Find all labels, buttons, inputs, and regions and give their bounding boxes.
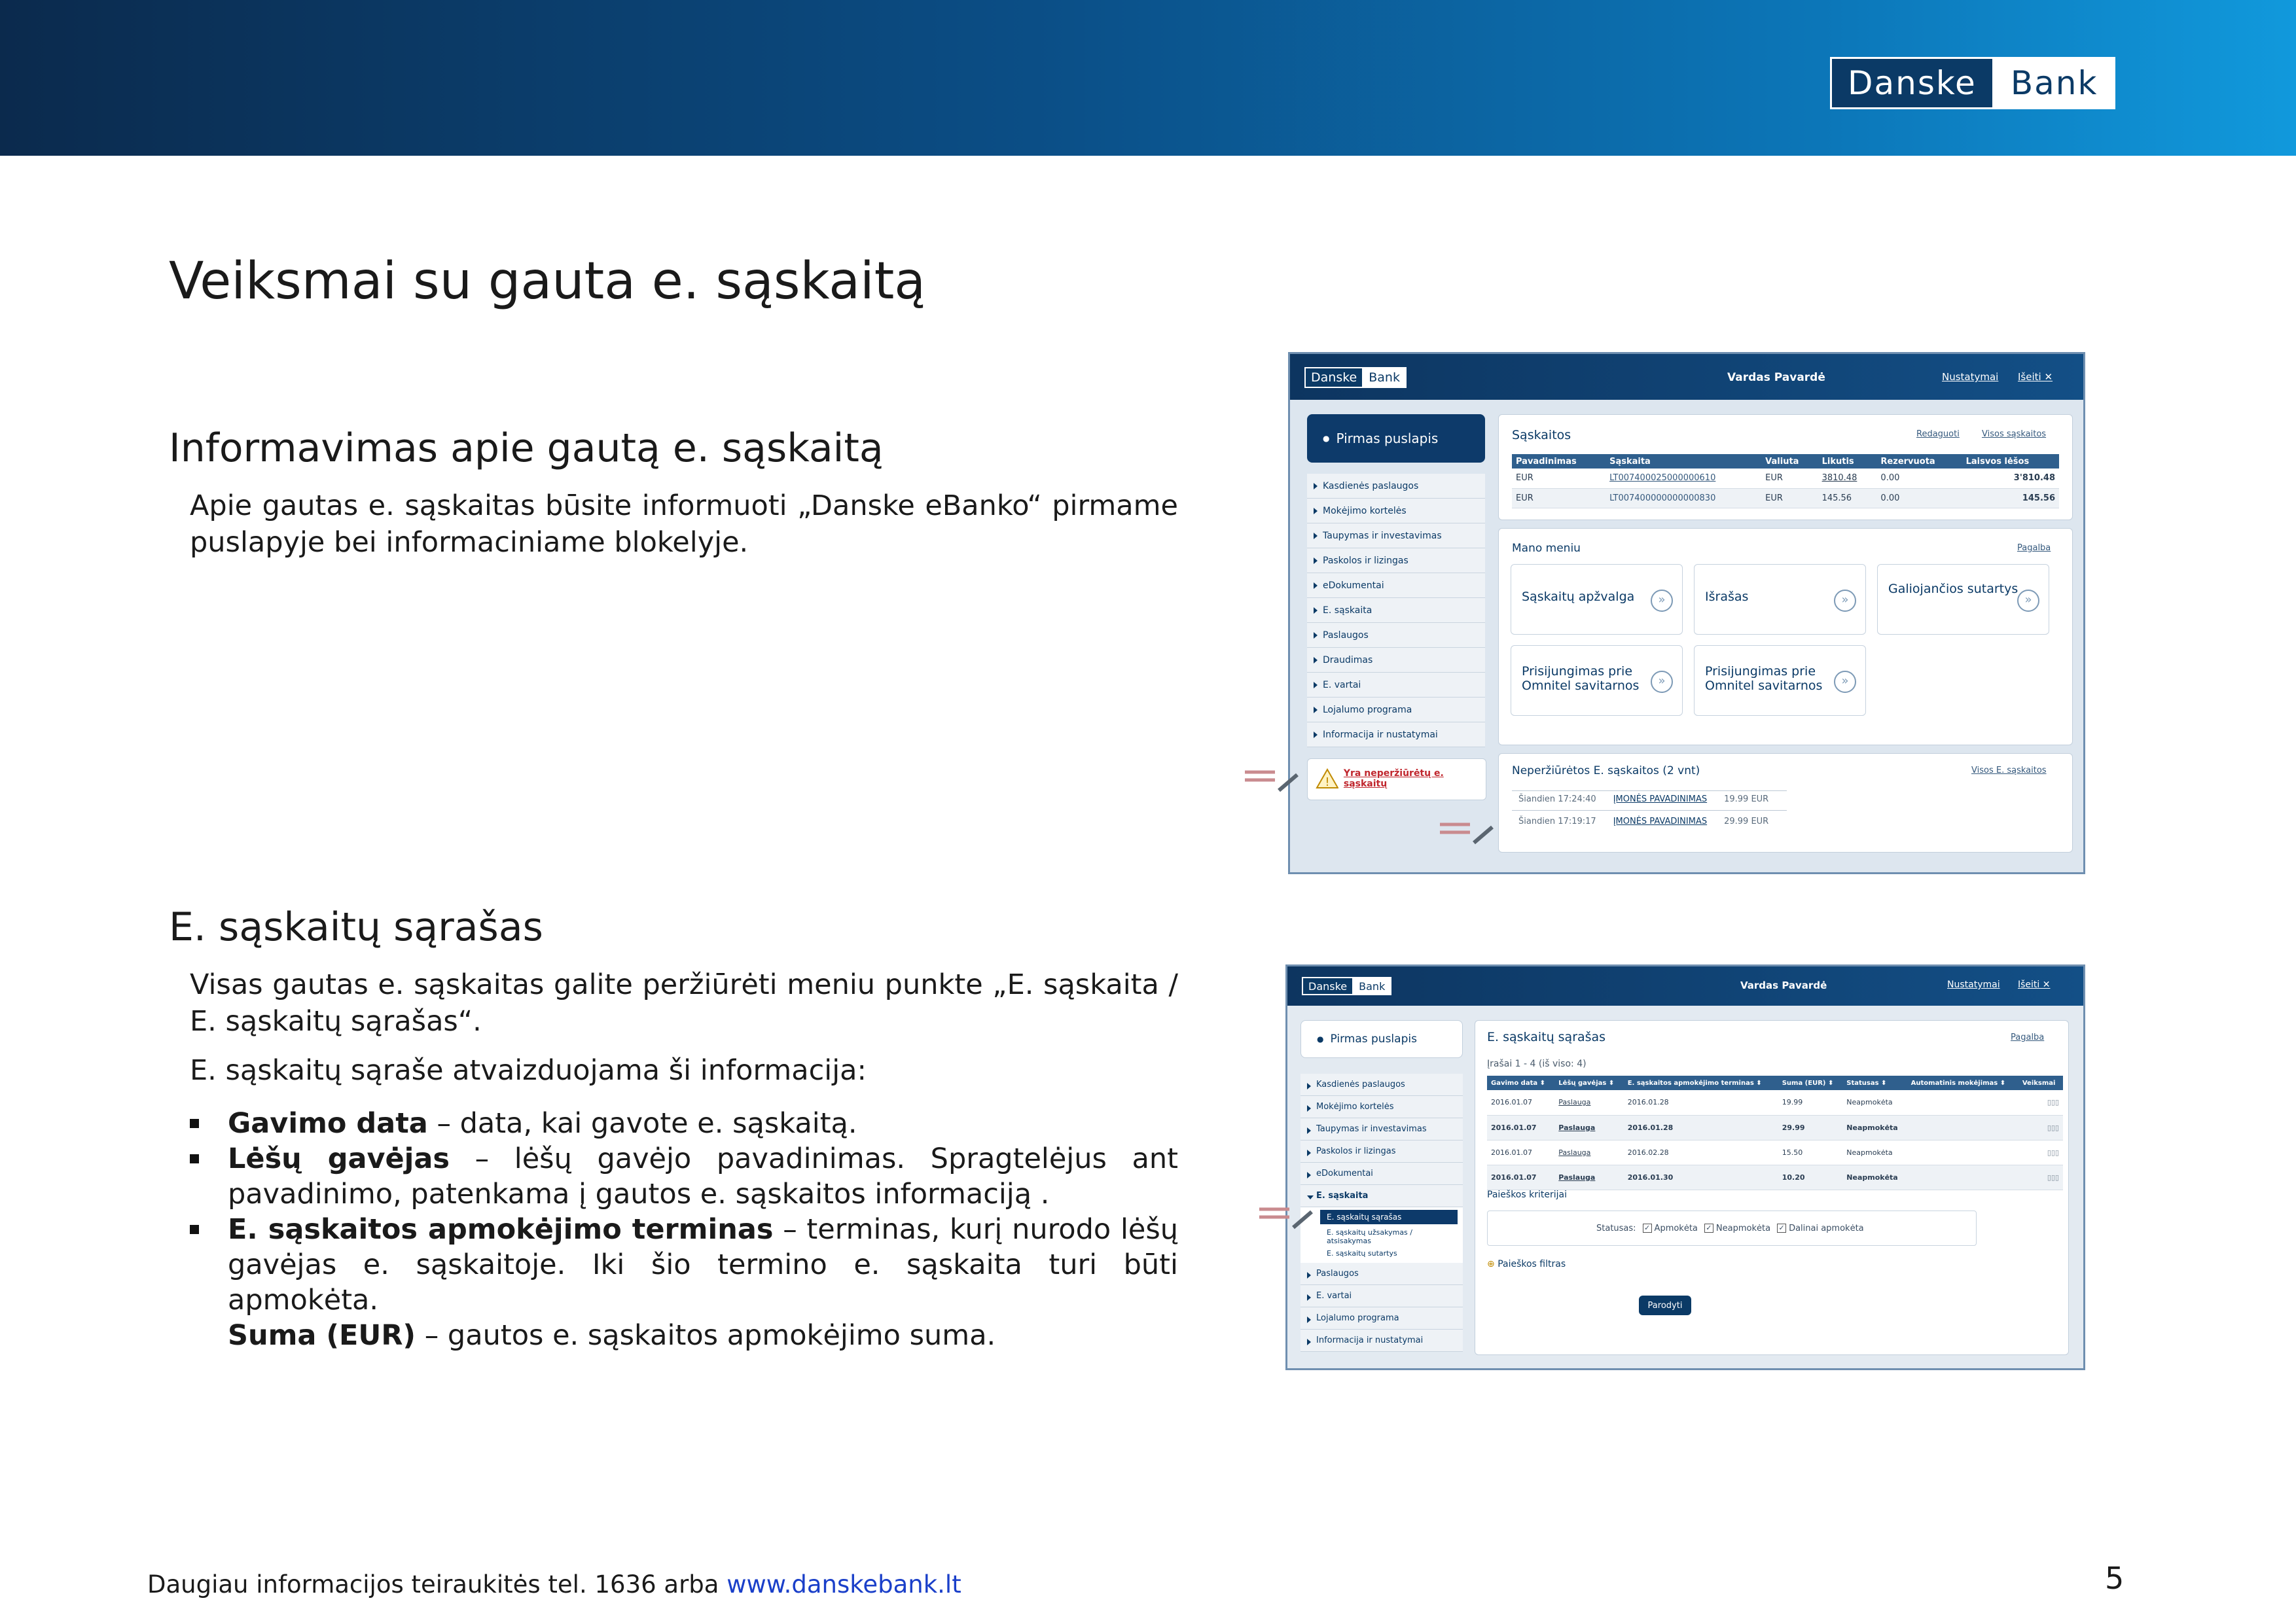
- my-menu-title: Mano meniu: [1512, 542, 1581, 555]
- menu-tile[interactable]: Išrašas »: [1694, 564, 1866, 635]
- section1-heading: Informavimas apie gautą e. sąskaitą: [169, 425, 884, 471]
- menu-item[interactable]: Draudimas: [1307, 648, 1485, 673]
- menu-item[interactable]: eDokumentai: [1307, 573, 1485, 598]
- menu-item[interactable]: Lojalumo programa: [1300, 1307, 1463, 1330]
- menu-item[interactable]: Lojalumo programa: [1307, 698, 1485, 722]
- menu-item[interactable]: eDokumentai: [1300, 1163, 1463, 1185]
- table-row: EUR LT007400025000000610 EUR 3810.48 0.00 3'810.48: [1512, 469, 2059, 488]
- warning-box: [1307, 758, 1486, 800]
- menu-tile[interactable]: Prisijungimas prie Omnitel savitarnos »: [1694, 645, 1866, 716]
- settings-link[interactable]: Nustatymai: [1942, 371, 1999, 383]
- help-link[interactable]: Pagalba: [2011, 1033, 2045, 1042]
- help-link[interactable]: Pagalba: [2017, 543, 2051, 553]
- chevron-right-icon: »: [1651, 671, 1673, 693]
- document-actions-icon[interactable]: ▯▯▯: [2018, 1115, 2063, 1140]
- user-name: Vardas Pavardė: [1740, 980, 1827, 991]
- menu-item[interactable]: Taupymas ir investavimas: [1307, 523, 1485, 548]
- section2-text2: E. sąskaitų sąraše atvaizduojama ši informacija:: [190, 1054, 867, 1087]
- sidebar-menu: [1307, 474, 1485, 747]
- settings-link[interactable]: Nustatymai: [1947, 980, 2000, 990]
- home-button[interactable]: ● Pirmas puslapis: [1307, 414, 1485, 463]
- section2-heading: E. sąskaitų sąrašas: [169, 904, 543, 950]
- pointer-marker-icon: [1242, 766, 1301, 798]
- unviewed-invoices-panel: [1498, 753, 2073, 853]
- home-button[interactable]: ● Pirmas puslapis: [1300, 1020, 1463, 1058]
- document-actions-icon[interactable]: ▯▯▯: [2018, 1090, 2063, 1115]
- unviewed-invoices-link[interactable]: Yra neperžiūrėtų e. sąskaitų: [1343, 768, 1444, 789]
- list-item: Šiandien 17:24:40 ĮMONĖS PAVADINIMAS 19.99 EUR: [1518, 794, 1769, 804]
- menu-item[interactable]: Paslaugos: [1300, 1263, 1463, 1285]
- chevron-right-icon: »: [1834, 671, 1856, 693]
- all-invoices-link[interactable]: Visos E. sąskaitos: [1971, 766, 2047, 775]
- sidebar-menu: [1300, 1074, 1463, 1352]
- menu-item[interactable]: Paskolos ir lizingas: [1300, 1140, 1463, 1163]
- menu-item-einvoice[interactable]: E. sąskaita: [1300, 1185, 1463, 1207]
- pointer-marker-icon: [1257, 1203, 1316, 1235]
- menu-item[interactable]: Informacija ir nustatymai: [1300, 1330, 1463, 1352]
- svg-text:!: !: [1325, 775, 1330, 789]
- menu-item[interactable]: E. vartai: [1307, 673, 1485, 698]
- menu-item[interactable]: Paslaugos: [1307, 623, 1485, 648]
- submenu-item[interactable]: E. sąskaitų sutartys: [1300, 1247, 1463, 1263]
- payee-link[interactable]: Paslauga: [1554, 1090, 1623, 1115]
- chevron-right-icon: »: [1651, 590, 1673, 612]
- menu-tile[interactable]: Prisijungimas prie Omnitel savitarnos »: [1511, 645, 1683, 716]
- table-row: 2016.01.07 Paslauga 2016.01.28 29.99 Neapmokėta ▯▯▯: [1487, 1115, 2063, 1140]
- document-actions-icon[interactable]: ▯▯▯: [2018, 1165, 2063, 1190]
- info-bullet-list: [190, 1106, 1178, 1353]
- accounts-title: Sąskaitos: [1512, 428, 1571, 442]
- user-name: Vardas Pavardė: [1727, 371, 1825, 384]
- chevron-right-icon: »: [1834, 590, 1856, 612]
- section1-text: Apie gautas e. sąskaitas būsite informuoti „Danske eBanko“ pirmame puslapyje bei informaciniame blokelyje.: [190, 489, 1178, 559]
- table-row: 2016.01.07 Paslauga 2016.01.28 19.99 Neapmokėta ▯▯▯: [1487, 1090, 2063, 1115]
- list-item: Šiandien 17:19:17 ĮMONĖS PAVADINIMAS 29.99 EUR: [1518, 817, 1769, 826]
- records-count: Įrašai 1 - 4 (iš viso: 4): [1487, 1059, 1587, 1069]
- menu-item[interactable]: Informacija ir nustatymai: [1307, 722, 1485, 747]
- bullet-item: Gavimo data – data, kai gavote e. sąskaitą.: [190, 1106, 1178, 1141]
- status-filter: Statusas: ✓ Apmokėta ✓ Neapmokėta ✓ Dalinai apmokėta: [1487, 1211, 1977, 1246]
- page-number: 5: [2105, 1561, 2125, 1596]
- einvoice-list-panel: [1475, 1020, 2069, 1355]
- ebank-logo: Danske Bank: [1302, 977, 1391, 995]
- menu-item[interactable]: Kasdienės paslaugos: [1300, 1074, 1463, 1096]
- bullet-item: Lėšų gavėjas – lėšų gavėjo pavadinimas. Spragtelėjus ant pavadinimo, patenkama į gautos e. sąskaitos informaciją .: [190, 1141, 1178, 1212]
- table-row: EUR LT007400000000000830 EUR 145.56 0.00 145.56: [1512, 488, 2059, 508]
- ebank-home-screenshot: [1288, 352, 2085, 874]
- logout-link[interactable]: Išeiti ✕: [2018, 371, 2053, 383]
- submenu-item-active[interactable]: E. sąskaitų sąrašas: [1300, 1207, 1463, 1226]
- my-menu-panel: [1498, 528, 2073, 745]
- menu-tile[interactable]: Sąskaitų apžvalga »: [1511, 564, 1683, 635]
- menu-item[interactable]: Mokėjimo kortelės: [1300, 1096, 1463, 1118]
- checkbox[interactable]: ✓: [1777, 1224, 1786, 1233]
- ebank-logo: Danske Bank: [1304, 367, 1407, 388]
- show-button[interactable]: Parodyti: [1639, 1296, 1691, 1315]
- list-title: E. sąskaitų sąrašas: [1487, 1030, 1606, 1044]
- warning-icon: [1316, 768, 1338, 789]
- unviewed-title: Neperžiūrėtos E. sąskaitos (2 vnt): [1512, 764, 1700, 777]
- accounts-panel: [1498, 414, 2073, 520]
- criteria-title: Paieškos kriterijai: [1487, 1190, 1567, 1200]
- pointer-marker-icon: [1437, 818, 1496, 851]
- payee-link[interactable]: Paslauga: [1554, 1140, 1623, 1165]
- danske-bank-logo: Danske Bank: [1830, 57, 2115, 109]
- menu-item[interactable]: Paskolos ir lizingas: [1307, 548, 1485, 573]
- logout-link[interactable]: Išeiti ✕: [2018, 980, 2051, 990]
- payee-link[interactable]: Paslauga: [1554, 1165, 1623, 1190]
- edit-link[interactable]: Redaguoti: [1916, 429, 1960, 439]
- einvoice-list-screenshot: [1285, 964, 2085, 1370]
- all-accounts-link[interactable]: Visos sąskaitos: [1982, 429, 2047, 439]
- filter-toggle[interactable]: ⊕ Paieškos filtras: [1487, 1259, 1566, 1269]
- page-title: Veiksmai su gauta e. sąskaitą: [169, 252, 926, 311]
- einvoice-table: Gavimo data ⬍ Lėšų gavėjas ⬍ E. sąskaitos apmokėjimo terminas ⬍ Suma (EUR) ⬍ Statusas ⬍ Automatinis mokėjimas ⬍ Veiksmai 2016.01.07 Paslauga 2016.01.28 19.99 Neapmokėta ▯▯▯ 2016.01.07 Paslauga 2016.01.28 29.99 Neapmokėta ▯▯▯ 2016.01.07 Paslauga 2016.02.28 15.50 Neapmokėta ▯▯▯ 2016.01.07 Paslauga 2016.01.30 10.20 Neapmokėta ▯▯▯: [1487, 1076, 2063, 1190]
- checkbox[interactable]: ✓: [1704, 1224, 1713, 1233]
- chevron-right-icon: »: [2017, 590, 2039, 612]
- checkbox[interactable]: ✓: [1643, 1224, 1652, 1233]
- table-row: 2016.01.07 Paslauga 2016.01.30 10.20 Neapmokėta ▯▯▯: [1487, 1165, 2063, 1190]
- menu-tile[interactable]: Galiojančios sutartys »: [1877, 564, 2049, 635]
- accounts-table: Pavadinimas Sąskaita Valiuta Likutis Rezervuota Laisvos lėšos EUR LT007400025000000610 EUR 3810.48 0.00 3'810.48 EUR LT007400000000000830 EUR 145.56 0.00 145.56: [1512, 454, 2059, 508]
- menu-item[interactable]: Mokėjimo kortelės: [1307, 499, 1485, 523]
- footer-contact: Daugiau informacijos teiraukitės tel. 1636 arba www.danskebank.lt: [147, 1570, 961, 1599]
- menu-item[interactable]: E. vartai: [1300, 1285, 1463, 1307]
- payee-link[interactable]: Paslauga: [1554, 1115, 1623, 1140]
- website-link[interactable]: www.danskebank.lt: [726, 1570, 961, 1599]
- bullet-item: E. sąskaitos apmokėjimo terminas – terminas, kurį nurodo lėšų gavėjas e. sąskaitoje. Iki šio termino e. sąskaita turi būti apmokėta. Suma (EUR) – gautos e. sąskaitos apmokėjimo suma.: [190, 1212, 1178, 1353]
- section2-text1: Visas gautas e. sąskaitas galite peržiūrėti meniu punkte „E. sąskaita / E. sąskaitų sąrašas“.: [190, 968, 1178, 1038]
- table-row: 2016.01.07 Paslauga 2016.02.28 15.50 Neapmokėta ▯▯▯: [1487, 1140, 2063, 1165]
- plus-circle-icon: ⊕: [1487, 1259, 1495, 1269]
- menu-item[interactable]: Kasdienės paslaugos: [1307, 474, 1485, 499]
- menu-item[interactable]: Taupymas ir investavimas: [1300, 1118, 1463, 1140]
- submenu-item[interactable]: E. sąskaitų užsakymas / atsisakymas: [1300, 1226, 1463, 1247]
- menu-item[interactable]: E. sąskaita: [1307, 598, 1485, 623]
- document-actions-icon[interactable]: ▯▯▯: [2018, 1140, 2063, 1165]
